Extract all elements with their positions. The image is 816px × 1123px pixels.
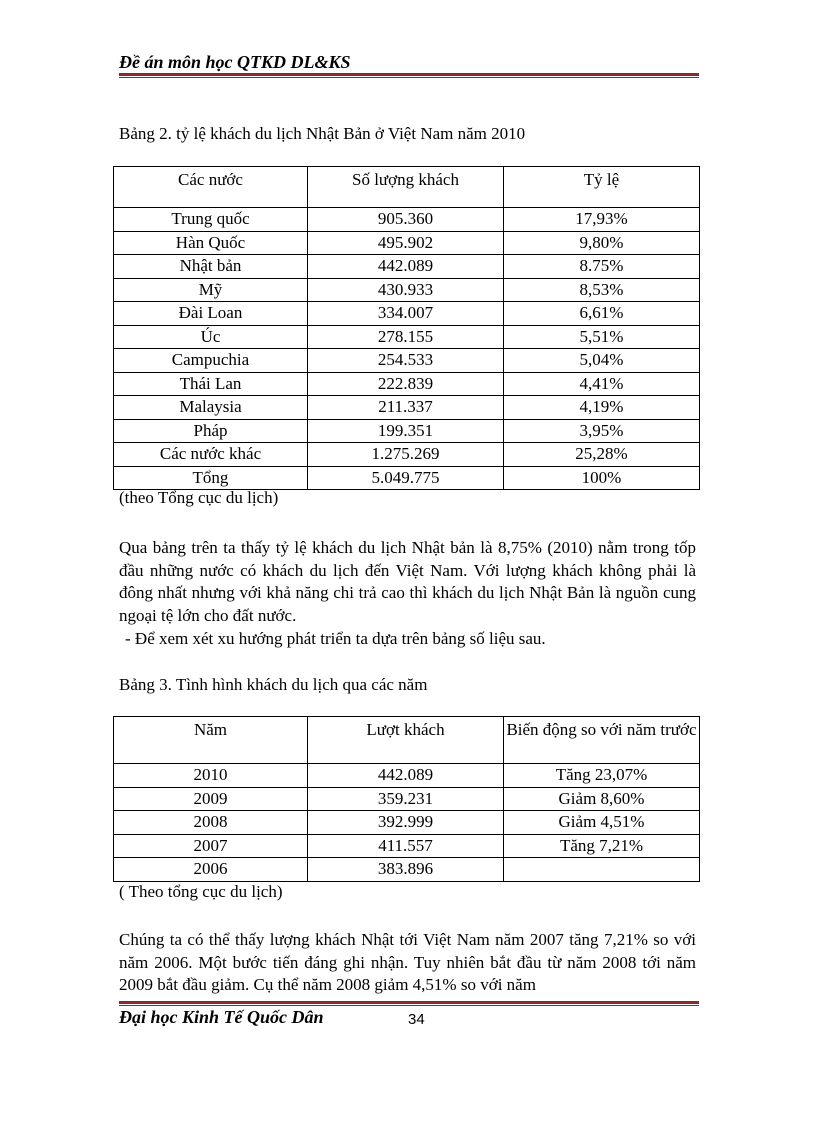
table-cell: 222.839	[308, 372, 504, 396]
table3-source: ( Theo tổng cục du lịch)	[119, 882, 283, 901]
table-cell: 254.533	[308, 349, 504, 373]
header-divider	[119, 73, 699, 78]
table-cell: 442.089	[308, 764, 504, 788]
table-cell: 411.557	[308, 834, 504, 858]
table-cell: 359.231	[308, 787, 504, 811]
column-header: Tỷ lệ	[504, 167, 700, 208]
table-row	[114, 349, 700, 373]
table-row	[114, 858, 700, 882]
table-cell: 495.902	[308, 231, 504, 255]
column-header: Năm	[114, 717, 308, 764]
paragraph-1: Qua bảng trên ta thấy tỷ lệ khách du lịch Nhật bản là 8,75% (2010) nằm trong tốp đầu những nước có khách du lịch đến Việt Nam. Với lượng khách không phải là đông nhất nhưng với khả năng chi trả cao thì khách du lịch Nhật Bản là nguồn cung ngoại tệ lớn cho đất nước.	[119, 538, 696, 625]
bullet-item: - Để xem xét xu hướng phát triển ta dựa trên bảng số liệu sau.	[125, 629, 546, 648]
table-cell: Tổng	[114, 466, 308, 490]
column-header: Số lượng khách	[308, 167, 504, 208]
table-cell: Trung quốc	[114, 208, 308, 232]
table-header-row	[114, 717, 700, 764]
table-cell: 278.155	[308, 325, 504, 349]
column-header: Lượt khách	[308, 717, 504, 764]
page-number: 34	[408, 1011, 425, 1028]
table-cell	[504, 858, 700, 882]
table-row	[114, 834, 700, 858]
table3	[113, 716, 700, 882]
table-row	[114, 372, 700, 396]
table-cell: Hàn Quốc	[114, 231, 308, 255]
table-cell: Giảm 4,51%	[504, 811, 700, 835]
table-cell: 8.75%	[504, 255, 700, 279]
column-header: Các nước	[114, 167, 308, 208]
table2	[113, 166, 700, 490]
table-cell: 2009	[114, 787, 308, 811]
table-row	[114, 466, 700, 490]
table2-caption: Bảng 2. tỷ lệ khách du lịch Nhật Bản ở Việt Nam năm 2010	[119, 124, 526, 143]
table-cell: 905.360	[308, 208, 504, 232]
table-row	[114, 325, 700, 349]
table-row	[114, 787, 700, 811]
table-cell: 1.275.269	[308, 443, 504, 467]
table-cell: 334.007	[308, 302, 504, 326]
table-cell: Mỹ	[114, 278, 308, 302]
table-cell: Nhật bản	[114, 255, 308, 279]
table-cell: 5,04%	[504, 349, 700, 373]
table-row	[114, 278, 700, 302]
table-cell: Úc	[114, 325, 308, 349]
table-cell: Malaysia	[114, 396, 308, 420]
table-cell: 211.337	[308, 396, 504, 420]
table-row	[114, 255, 700, 279]
table-cell: Thái Lan	[114, 372, 308, 396]
table3-caption: Bảng 3. Tình hình khách du lịch qua các năm	[119, 675, 428, 694]
table-row	[114, 302, 700, 326]
header-title: Đề án môn học QTKD DL&KS	[119, 52, 351, 72]
table-cell: 383.896	[308, 858, 504, 882]
table-row	[114, 811, 700, 835]
table-cell: 392.999	[308, 811, 504, 835]
table-row	[114, 419, 700, 443]
column-header: Biến động so với năm trước	[504, 717, 700, 764]
table-cell: Tăng 23,07%	[504, 764, 700, 788]
table-cell: 5,51%	[504, 325, 700, 349]
table-cell: 17,93%	[504, 208, 700, 232]
table-cell: Pháp	[114, 419, 308, 443]
table-row	[114, 396, 700, 420]
table-cell: 2006	[114, 858, 308, 882]
table-cell: 4,41%	[504, 372, 700, 396]
table2-source: (theo Tổng cục du lịch)	[119, 488, 279, 507]
table-cell: 442.089	[308, 255, 504, 279]
table-row	[114, 231, 700, 255]
table-cell: 5.049.775	[308, 466, 504, 490]
footer-divider	[119, 1001, 699, 1006]
table-cell: Đài Loan	[114, 302, 308, 326]
table-cell: 9,80%	[504, 231, 700, 255]
table-cell: Campuchia	[114, 349, 308, 373]
table-header-row	[114, 167, 700, 208]
table-cell: 100%	[504, 466, 700, 490]
table-row	[114, 764, 700, 788]
table-cell: 8,53%	[504, 278, 700, 302]
table-row	[114, 208, 700, 232]
table-cell: 199.351	[308, 419, 504, 443]
table-cell: 2007	[114, 834, 308, 858]
table-cell: 4,19%	[504, 396, 700, 420]
table-cell: 25,28%	[504, 443, 700, 467]
table-cell: 430.933	[308, 278, 504, 302]
table-cell: Tăng 7,21%	[504, 834, 700, 858]
table-cell: 2010	[114, 764, 308, 788]
table-cell: Giảm 8,60%	[504, 787, 700, 811]
footer-title: Đại học Kinh Tế Quốc Dân	[119, 1007, 324, 1027]
table-cell: 3,95%	[504, 419, 700, 443]
table-cell: Các nước khác	[114, 443, 308, 467]
table-cell: 6,61%	[504, 302, 700, 326]
table-cell: 2008	[114, 811, 308, 835]
paragraph-2: Chúng ta có thể thấy lượng khách Nhật tới Việt Nam năm 2007 tăng 7,21% so với năm 2006. Một bước tiến đáng ghi nhận. Tuy nhiên bắt đầu từ năm 2008 tới năm 2009 bắt đầu giảm. Cụ thể năm 2008 giảm 4,51% so với năm	[119, 930, 696, 994]
table-row	[114, 443, 700, 467]
